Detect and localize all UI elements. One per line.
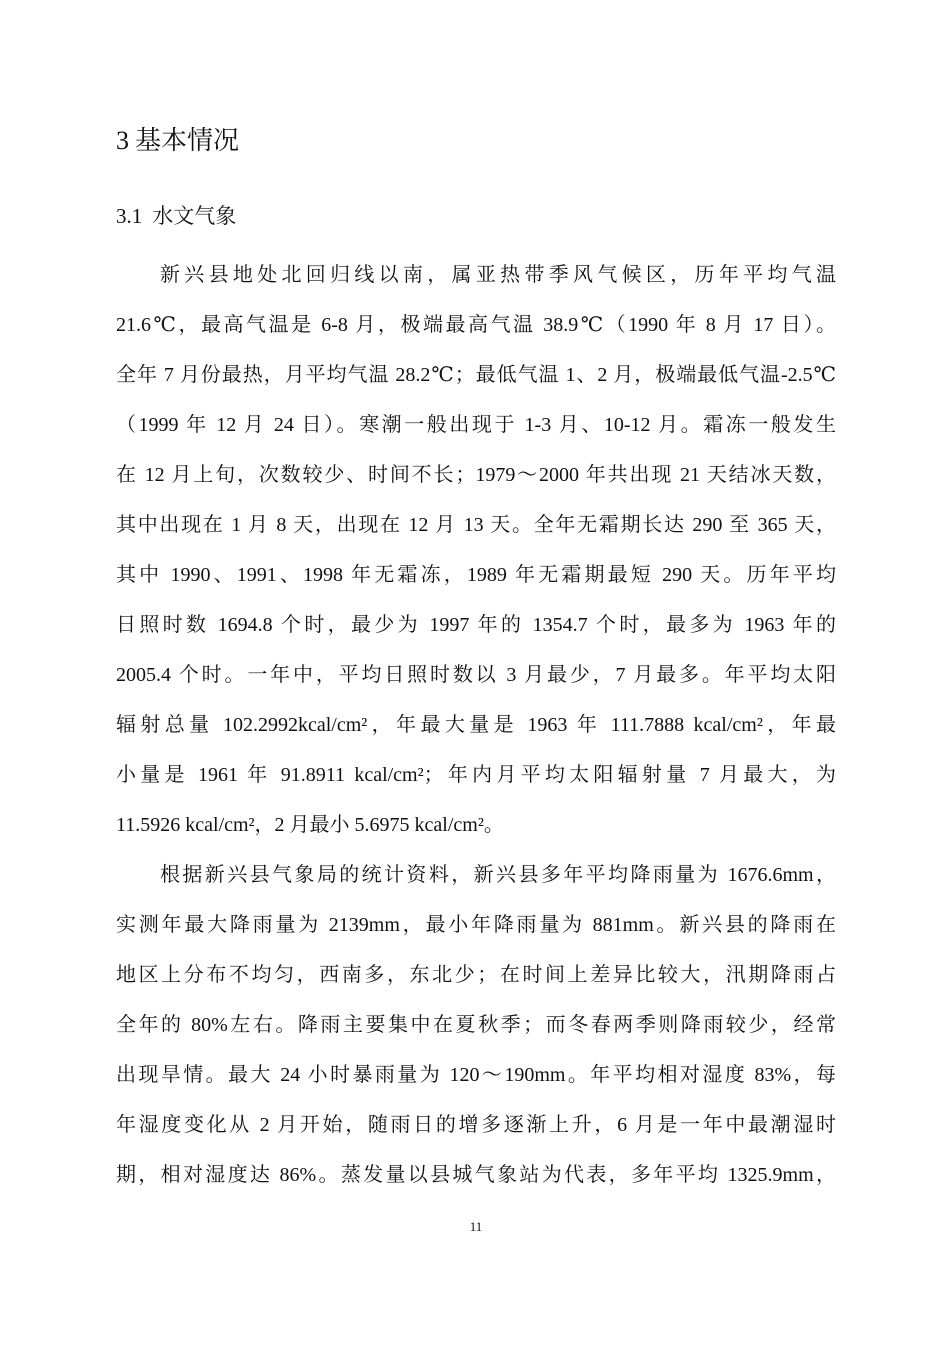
paragraph-line: 地区上分布不均匀，西南多，东北少；在时间上差异比较大，汛期降雨占 [116,964,836,986]
paragraph-line: 其中 1990、1991、1998 年无霜冻，1989 年无霜期最短 290 天。历年平均 [116,564,836,586]
paragraph-line: 新兴县地处北回归线以南，属亚热带季风气候区，历年平均气温 [160,264,836,286]
paragraph-line: 2005.4 个时。一年中，平均日照时数以 3 月最少，7 月最多。年平均太阳 [116,664,836,686]
paragraph-line: （1999 年 12 月 24 日）。寒潮一般出现于 1-3 月、10-12 月。霜冻一般发生 [116,414,836,436]
paragraph-line: 实测年最大降雨量为 2139mm，最小年降雨量为 881mm。新兴县的降雨在 [116,914,836,936]
paragraph-line: 在 12 月上旬，次数较少、时间不长；1979～2000 年共出现 21 天结冰天数， [116,464,836,486]
paragraph-line: 全年 7 月份最热，月平均气温 28.2℃；最低气温 1、2 月，极端最低气温-2.5℃ [116,364,836,386]
paragraph-rainfall [116,850,836,1200]
paragraph-line: 日照时数 1694.8 个时，最少为 1997 年的 1354.7 个时，最多为 1963 年的 [116,614,836,636]
paragraph-line: 小量是 1961 年 91.8911 kcal/cm²；年内月平均太阳辐射量 7 月最大，为 [116,764,836,786]
chapter-heading [116,121,239,161]
paragraph-line: 辐射总量 102.2992kcal/cm²，年最大量是 1963 年 111.7888 kcal/cm²，年最 [116,714,836,736]
paragraph-line: 年湿度变化从 2 月开始，随雨日的增多逐渐上升，6 月是一年中最潮湿时 [116,1114,836,1136]
section-heading [116,199,236,233]
chapter-number: 3 [116,126,129,155]
paragraph-line: 出现旱情。最大 24 小时暴雨量为 120～190mm。年平均相对湿度 83%，每 [116,1064,836,1086]
paragraph-line: 期，相对湿度达 86%。蒸发量以县城气象站为代表，多年平均 1325.9mm， [116,1164,836,1186]
page-number: 11 [469,1219,483,1234]
paragraph-line: 11.5926 kcal/cm²，2 月最小 5.6975 kcal/cm²。 [116,814,504,836]
paragraph-line: 根据新兴县气象局的统计资料，新兴县多年平均降雨量为 1676.6mm， [160,864,836,886]
paragraph-line: 全年的 80%左右。降雨主要集中在夏秋季；而冬春两季则降雨较少，经常 [116,1014,836,1036]
section-number: 3.1 [116,204,143,228]
paragraph-line: 21.6℃，最高气温是 6-8 月，极端最高气温 38.9℃（1990 年 8 月 17 日）。 [116,314,836,336]
paragraph-climate [116,250,836,850]
paragraph-line: 其中出现在 1 月 8 天，出现在 12 月 13 天。全年无霜期长达 290 至 365 天， [116,514,836,536]
chapter-title: 基本情况 [135,126,240,155]
section-title: 水文气象 [152,204,237,228]
